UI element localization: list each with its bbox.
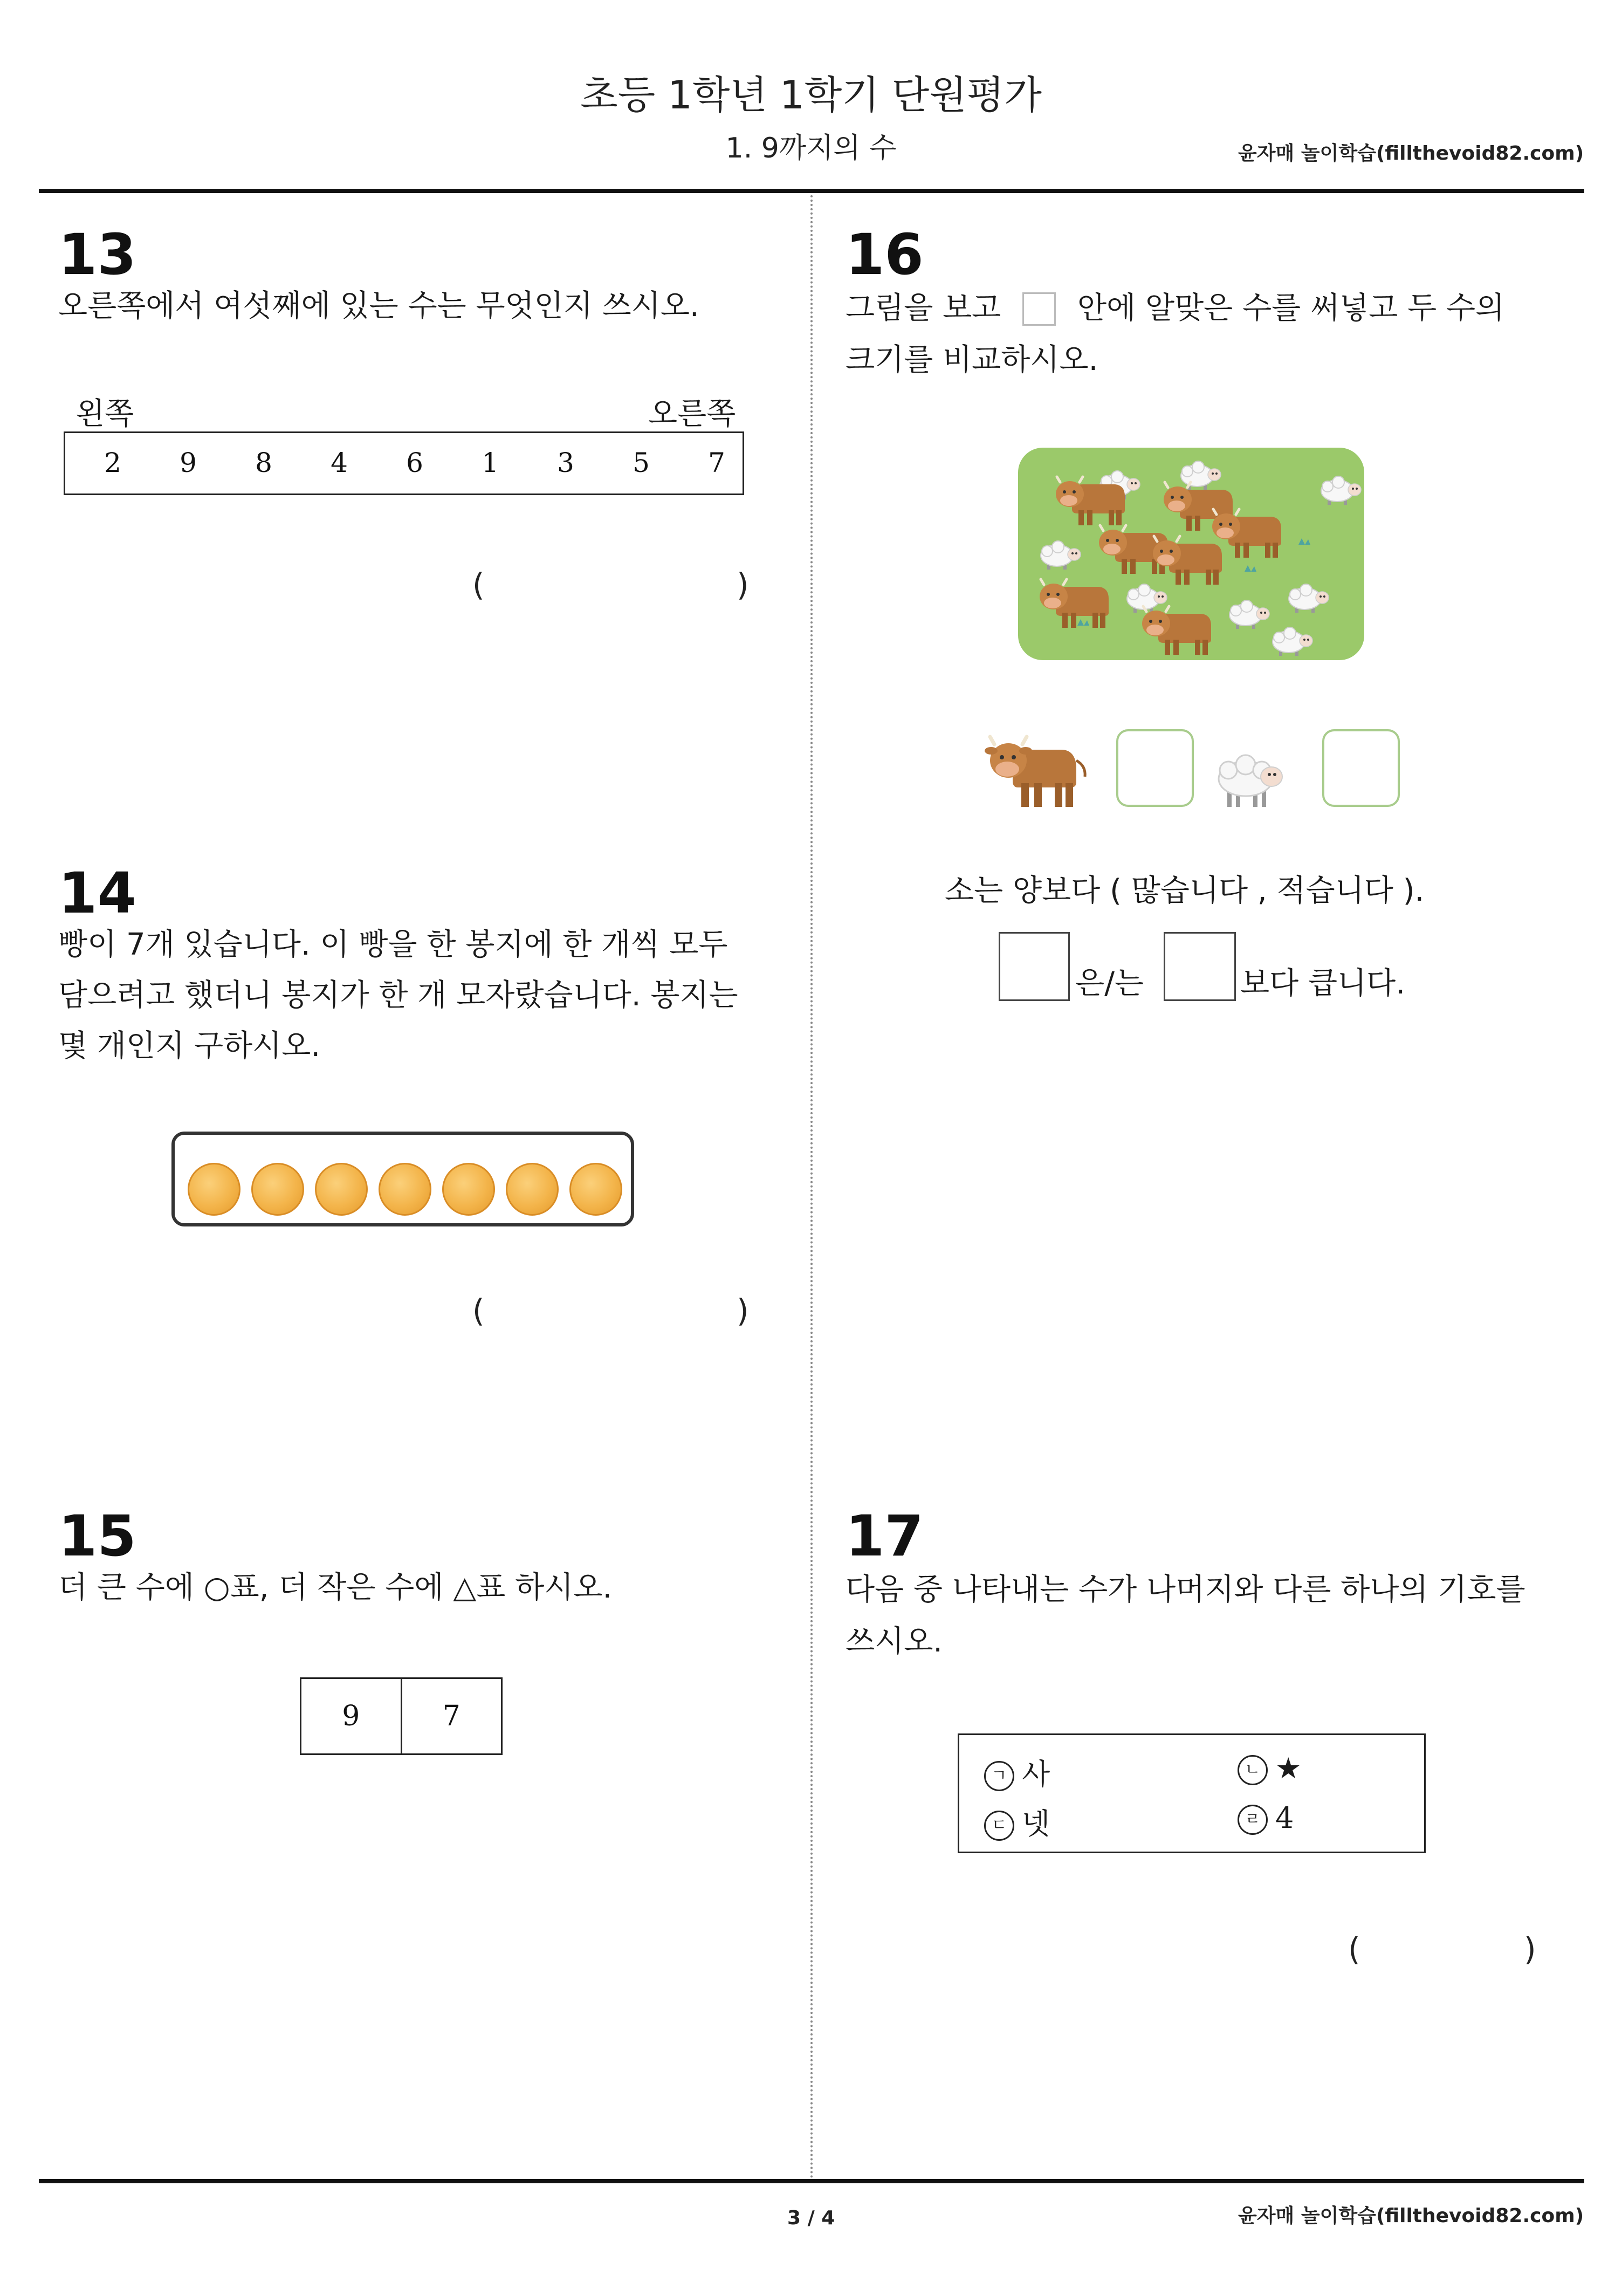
question-14-line-1: 빵이 7개 있습니다. 이 빵을 한 봉지에 한 개씩 모두	[58, 927, 728, 962]
answer-paren-close: )	[737, 566, 749, 603]
choice-a-value: 사	[1022, 1757, 1050, 1791]
choice-b-value: ★	[1275, 1751, 1302, 1785]
sheep-icon	[1321, 476, 1361, 505]
compare-end-text: 보다 큽니다.	[1240, 966, 1406, 1001]
sheep-icon	[1273, 627, 1312, 656]
answer-paren-open: (	[1348, 1931, 1360, 1968]
answer-paren-open: (	[472, 1292, 485, 1329]
sequence-number: 1	[482, 447, 499, 478]
grass-icon	[1298, 538, 1310, 545]
question-number-17: 17	[846, 1503, 924, 1569]
cow-icon	[1153, 536, 1222, 585]
column-divider	[810, 195, 813, 2184]
question-16-line-1b: 안에 알맞은 수를 써넣고 두 수의	[1077, 291, 1505, 326]
sheep-icon	[1205, 744, 1286, 812]
right-number-cell[interactable]: 7	[442, 1700, 461, 1732]
right-label: 오른쪽	[648, 396, 736, 431]
footer-rule	[39, 2179, 1584, 2183]
sheep-icon	[1229, 600, 1269, 629]
bread-icon	[569, 1163, 622, 1216]
choice-d-value: 4	[1275, 1801, 1294, 1835]
cow-icon	[1212, 509, 1281, 558]
left-label: 왼쪽	[75, 396, 134, 431]
sequence-number: 5	[633, 447, 650, 478]
sheep-count-box[interactable]	[1322, 729, 1400, 807]
sheep-icon	[1289, 584, 1329, 613]
answer-box-right[interactable]	[1164, 932, 1236, 1001]
compare-mid-text: 은/는	[1075, 966, 1144, 1001]
farm-animals-illustration	[1018, 448, 1364, 660]
sheep-icon	[1127, 584, 1167, 613]
number-sequence-box	[64, 431, 744, 495]
bread-icon	[315, 1163, 368, 1216]
answer-box-left[interactable]	[999, 932, 1070, 1001]
bread-icon	[188, 1163, 240, 1216]
question-14-line-3: 몇 개인지 구하시오.	[58, 1029, 321, 1064]
comparison-table	[300, 1677, 503, 1755]
header-site-credit: 윤자매 놀이학습(fillthevoid82.com)	[1238, 142, 1584, 165]
choice-a-mark: ㄱ	[984, 1761, 1014, 1791]
bread-tray	[171, 1132, 634, 1226]
choice-c-mark: ㄷ	[984, 1811, 1014, 1841]
grass-icon	[1077, 619, 1089, 626]
comparison-sentence: 소는 양보다 ( 많습니다 , 적습니다 ).	[945, 873, 1425, 908]
bread-icon	[506, 1163, 559, 1216]
left-number-cell[interactable]: 9	[301, 1679, 402, 1753]
sheep-icon	[1041, 541, 1081, 570]
sequence-number: 2	[104, 447, 121, 478]
bread-icon	[379, 1163, 431, 1216]
choice-b-mark: ㄴ	[1238, 1755, 1268, 1785]
cow-icon	[1142, 606, 1211, 655]
choices-box	[958, 1733, 1426, 1853]
bread-icon	[251, 1163, 304, 1216]
answer-paren-close: )	[1524, 1931, 1536, 1968]
question-16-line-2: 크기를 비교하시오.	[846, 342, 1098, 378]
sequence-number: 3	[557, 447, 574, 478]
question-17-line-1: 다음 중 나타내는 수가 나머지와 다른 하나의 기호를	[846, 1572, 1525, 1607]
sequence-number: 9	[180, 447, 197, 478]
question-16-line-1a: 그림을 보고	[846, 291, 1001, 326]
choice-c-value: 넷	[1022, 1807, 1050, 1841]
sequence-number: 8	[255, 447, 272, 478]
bread-icon	[442, 1163, 495, 1216]
choice-b[interactable]	[1238, 1751, 1301, 1785]
answer-paren-close: )	[737, 1292, 749, 1329]
question-14-line-2: 담으려고 했더니 봉지가 한 개 모자랐습니다. 봉지는	[58, 978, 738, 1013]
choice-c[interactable]	[984, 1801, 1050, 1842]
sequence-number: 6	[406, 447, 423, 478]
answer-paren-open: (	[472, 566, 485, 603]
grass-icon	[1245, 565, 1256, 572]
page-number: 3 / 4	[787, 2207, 835, 2229]
sequence-number: 7	[708, 447, 725, 478]
cow-icon	[1040, 579, 1109, 628]
question-15-text: 더 큰 수에 ○표, 더 작은 수에 △표 하시오.	[58, 1570, 613, 1605]
question-number-14: 14	[58, 860, 136, 926]
blank-box-icon	[1022, 292, 1056, 326]
choice-d-mark: ㄹ	[1238, 1805, 1268, 1835]
farm-picture	[1018, 448, 1364, 660]
question-17-line-2: 쓰시오.	[846, 1624, 943, 1659]
footer-site-credit: 윤자매 놀이학습(fillthevoid82.com)	[1238, 2205, 1584, 2227]
page-subtitle: 1. 9까지의 수	[725, 132, 897, 165]
page-title: 초등 1학년 1학기 단원평가	[580, 72, 1042, 118]
sheep-icon	[1181, 461, 1221, 490]
question-13-text: 오른쪽에서 여섯째에 있는 수는 무엇인지 쓰시오.	[58, 289, 699, 324]
question-number-16: 16	[846, 222, 924, 287]
sequence-number: 4	[331, 447, 348, 478]
header-rule	[39, 189, 1584, 193]
cow-icon	[980, 723, 1088, 814]
choice-d[interactable]	[1238, 1801, 1294, 1835]
question-number-15: 15	[58, 1503, 136, 1569]
question-number-13: 13	[58, 222, 136, 287]
cow-count-box[interactable]	[1116, 729, 1194, 807]
choice-a[interactable]	[984, 1751, 1050, 1793]
